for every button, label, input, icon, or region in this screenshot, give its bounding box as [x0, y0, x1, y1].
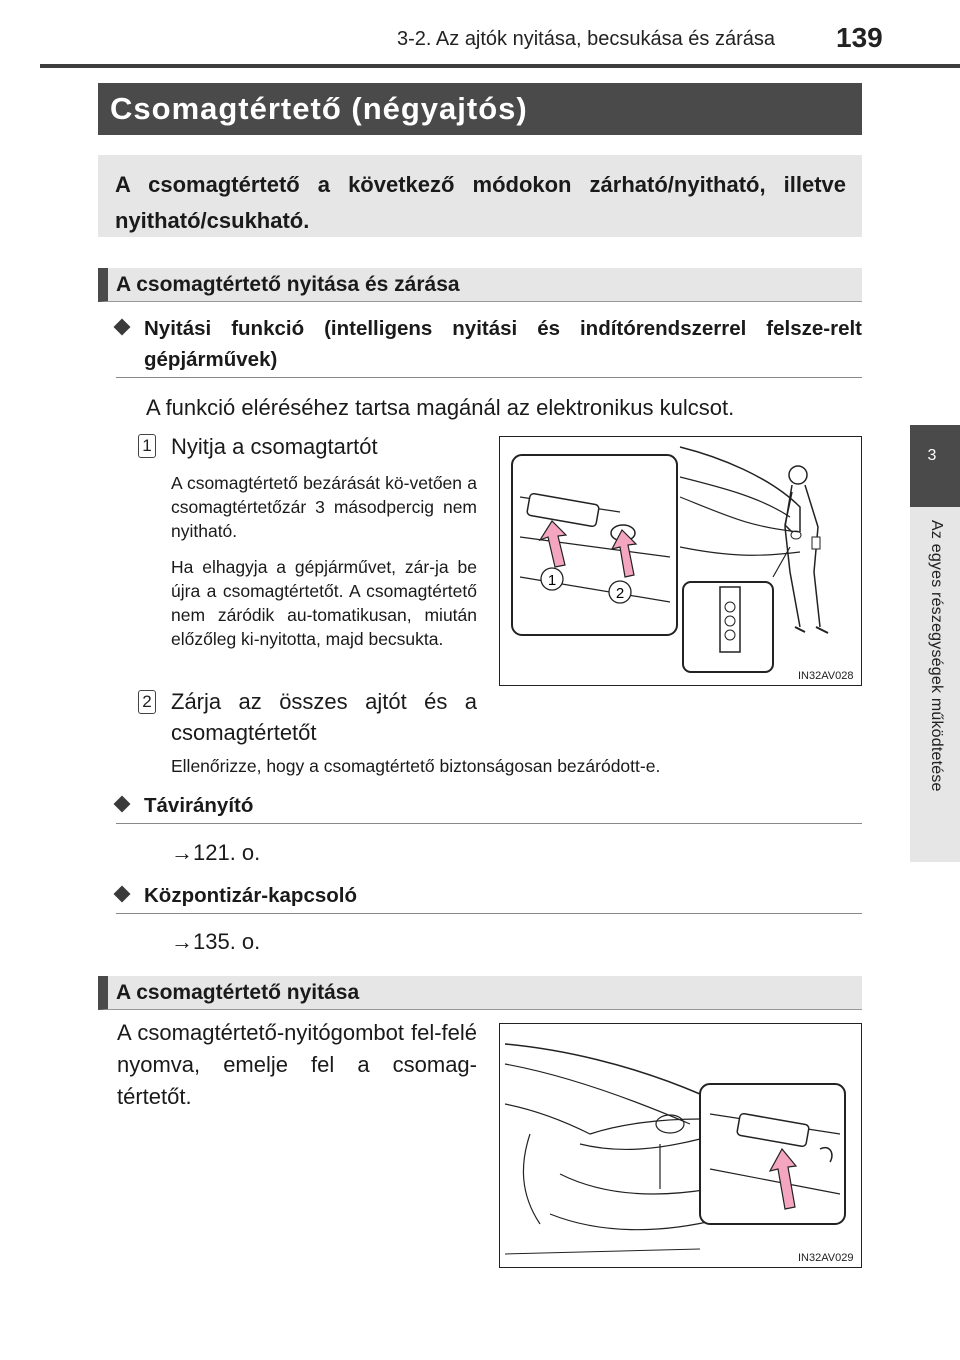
step-1-note-2: Ha elhagyja a gépjárművet, zár-ja be újra a csomagtértetőt. A csomagtértető nem záródik au-tomatikusan, miután előzőleg ki-nyitotta, majd becsukta. — [171, 557, 477, 649]
smart-entry-text: A funkció eléréséhez tartsa magánál az elektronikus kulcsot. — [146, 395, 735, 420]
subheading-smart-entry — [116, 313, 862, 378]
remote-page-ref: →121. o. — [171, 840, 261, 865]
callout-1: 1 — [547, 572, 557, 589]
subheading-central-lock — [116, 880, 862, 914]
step-1-note-1: A csomagtértető bezárását kö-vetően a csomagtértetőzár 3 másodpercig nem nyitható. — [171, 473, 477, 541]
chapter-number: 3 — [927, 447, 937, 464]
chapter-tab — [910, 425, 960, 507]
subheading-smart-entry-text: Nyitási funkció (intelligens nyitási és indítórendszerrel felsze-relt gépjárművek) — [144, 317, 862, 371]
section-heading-opening: A csomagtértető nyitása — [98, 976, 862, 1010]
figure-code-1: IN32AV028 — [798, 670, 854, 682]
figure-smart-entry — [499, 436, 862, 686]
diamond-bullet-icon — [114, 886, 131, 903]
step-1-title: Nyitja a csomagtartót — [171, 434, 378, 459]
callout-2: 2 — [615, 585, 625, 602]
figure-trunk-button — [499, 1023, 862, 1268]
opening-instructions: A csomagtértető-nyitógombot fel-felé nyomva, emelje fel a csomag-tértetőt. — [117, 1020, 477, 1109]
central-lock-page-ref: →135. o. — [171, 929, 261, 954]
chapter-label: Az egyes részegységek működtetése — [928, 520, 945, 792]
step-number-2: 2 — [138, 690, 156, 714]
step-2-title: Zárja az összes ajtót és a csomagtértetőt — [171, 689, 477, 745]
running-header: 3-2. Az ajtók nyitása, becsukása és zárása — [397, 28, 775, 50]
figure-code-2: IN32AV029 — [798, 1252, 854, 1264]
header-rule — [40, 64, 960, 68]
intro-box: A csomagtértető a következő módokon zárható/nyitható, illetve nyitható/csukható. — [98, 155, 862, 237]
section-heading-open-close: A csomagtértető nyitása és zárása — [98, 268, 862, 302]
subheading-central-lock-text: Központizár-kapcsoló — [144, 884, 357, 907]
subheading-remote-text: Távirányító — [144, 794, 254, 817]
subheading-remote — [116, 790, 862, 824]
page-number: 139 — [836, 22, 883, 53]
step-number-1: 1 — [138, 434, 156, 458]
page-title: Csomagtértető (négyajtós) — [98, 83, 862, 135]
diamond-bullet-icon — [114, 796, 131, 813]
trunk-opening-illustration — [500, 437, 860, 684]
step-2-note: Ellenőrizze, hogy a csomagtértető biztonságosan bezáródott-e. — [171, 756, 661, 776]
diamond-bullet-icon — [114, 319, 131, 336]
trunk-button-illustration — [500, 1024, 860, 1266]
